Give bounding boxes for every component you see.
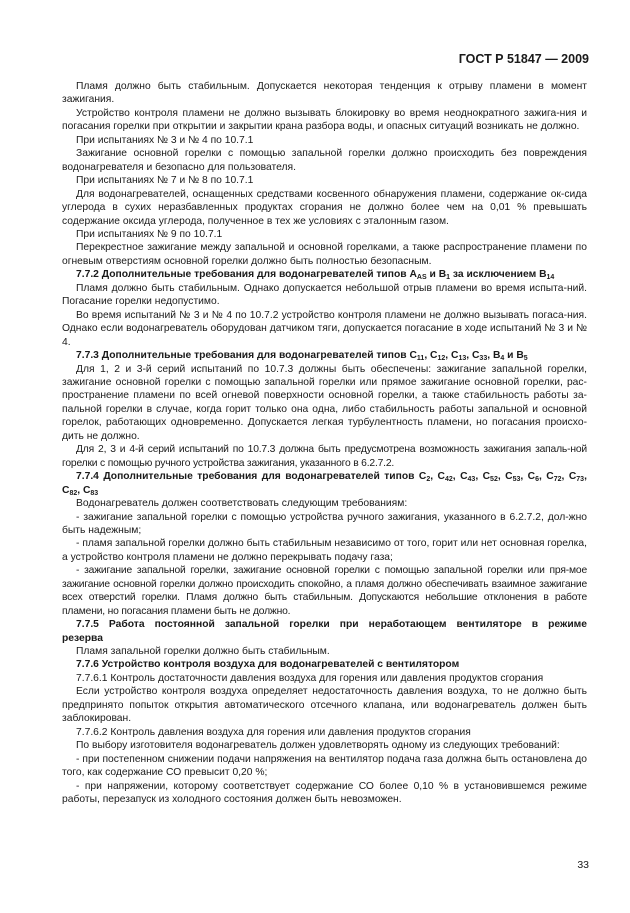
paragraph: 7.7.6.1 Контроль достаточности давления воздуха для горения или давления продуктов сгорания xyxy=(76,672,544,684)
paragraph: - при напряжении, которому соответствует содержание СО более 0,10 % в установившемся режиме работы, перезапуск из холодного состояния должен быть невозможен. xyxy=(62,780,587,806)
document-header: ГОСТ Р 51847 — 2009 xyxy=(458,52,589,66)
paragraph: 7.7.6.2 Контроль давления воздуха для горения или давления продуктов сгорания xyxy=(76,726,471,738)
paragraph: Если устройство контроля воздуха определяет недостаточность давления воздуха, то не должно быть предпринято попыток открытия автоматического отсечного клапана, или водонагреватель должен быть заблокирован. xyxy=(62,686,587,725)
paragraph: Водонагреватель должен соответствовать следующим требованиям: xyxy=(76,498,408,510)
paragraph: Устройство контроля пламени не должно вызывать блокировку во время неоднократного зажига-ния и погасания горелки при открытии и закрытии крана разбора воды, и опасных ситуаций возникать не должно. xyxy=(62,107,587,133)
section-heading: 7.7.3 Дополнительные требования для водонагревателей типов $C_{11}$, $C_{12}$, $C_{13}$, $C_{33}$, $B_4$ и $B_5$ xyxy=(76,350,528,363)
paragraph: Для 2, 3 и 4-й серий испытаний по 10.7.3 должна быть предусмотрена возможность зажигания запаль-ной горелки с помощью ручного устройства зажигания, указанного в 6.2.7.2. xyxy=(62,444,587,469)
paragraph: Для 1, 2 и 3-й серий испытаний по 10.7.3 должны быть обеспечены: зажигание запальной горелки, зажигание основной горелки с помощью запальной горелки или прямое зажигание основной горелки, рас-пространение пламени по всей огневой поверхности основной горелки, а также стабильность работы за-пальной горелки в случае, когда горит только она одна, либо стабильность работы запальной и основной горелок, работающих одновременно. Допускается легкая турбулентность пламени, но погасания происхо-дить не должно. xyxy=(62,363,587,442)
document-body xyxy=(62,80,587,806)
paragraph: Пламя должно быть стабильным. Однако допускается небольшой отрыв пламени во время испыта-ний. Погасание горелки недопустимо. xyxy=(62,282,587,308)
paragraph: Зажигание основной горелки с помощью запальной горелки должно происходить без повреждения водонагревателя и безопасно для пользователя. xyxy=(62,148,587,173)
paragraph: - пламя запальной горелки должно быть стабильным независимо от того, горит или нет основная горелка, а устройство контроля пламени не должно перекрывать подачу газа; xyxy=(62,538,587,563)
paragraph: При испытаниях № 7 и № 8 по 10.7.1 xyxy=(76,175,254,187)
paragraph: Для водонагревателей, оснащенных средствами косвенного обнаружения пламени, содержание ок-сида углерода в сухих неразбавленных продуктах сгорания не должно более чем на 0,01 % превышать содержание оксида углерода, полученное в тех же условиях с эталонным газом. xyxy=(62,188,587,227)
section-heading: 7.7.2 Дополнительные требования для водонагревателей типов $A_{AS}$ и $B_1$ за исключением $B_{14}$ xyxy=(76,269,555,282)
paragraph: - зажигание запальной горелки, зажигание основной горелки с помощью запальной горелки или пря-мое зажигание основной горелки должно происходить спокойно, а пламя должно обеспечивать взаимное зажигание всех отверстий горелки. Пламя должно быть стабильным. Допускаются небольшие отклонения в работе пламени, но погасания пламени быть не должно. xyxy=(62,565,587,617)
paragraph: По выбору изготовителя водонагреватель должен удовлетворять одному из следующих требований: xyxy=(76,740,560,752)
paragraph: Перекрестное зажигание между запальной и основной горелками, а также распространение пламени по огневым отверстиям основной горелки должно быть полностью безопасным. xyxy=(62,242,587,267)
paragraph: Во время испытаний № 3 и № 4 по 10.7.2 устройство контроля пламени не должно вызывать погаса-ния. Однако если водонагреватель оборудован датчиком тяги, допускается погасание в ходе испытаний № 3 и № 4. xyxy=(62,309,587,348)
section-heading: 7.7.5 Работа постоянной запальной горелки при неработающем вентиляторе в режиме резерва xyxy=(62,619,587,644)
paragraph: Пламя запальной горелки должно быть стабильным. xyxy=(76,646,330,658)
section-heading: 7.7.6 Устройство контроля воздуха для водонагревателей с вентилятором xyxy=(76,659,460,671)
paragraph: При испытаниях № 9 по 10.7.1 xyxy=(76,228,223,240)
paragraph: Пламя должно быть стабильным. Допускается некоторая тенденция к отрыву пламени в момент зажигания. xyxy=(62,81,587,106)
paragraph: При испытаниях № 3 и № 4 по 10.7.1 xyxy=(76,134,254,146)
paragraph: - зажигание запальной горелки с помощью устройства ручного зажигания, указанного в 6.2.7.2, дол-жно быть надежным; xyxy=(62,511,587,536)
paragraph: - при постепенном снижении подачи напряжения на вентилятор подача газа должна быть остановлена до того, как содержание СО превысит 0,20 %; xyxy=(62,753,587,779)
page-number: 33 xyxy=(577,859,589,871)
section-heading: 7.7.4 Дополнительные требования для водонагревателей типов $C_2$, $C_{42}$, $C_{43}$, $C_{52}$, $C_{53}$, $C_6$, $C_{72}$, $C_{73}$, $C_{82}$, $C_{83}$ xyxy=(62,471,587,497)
